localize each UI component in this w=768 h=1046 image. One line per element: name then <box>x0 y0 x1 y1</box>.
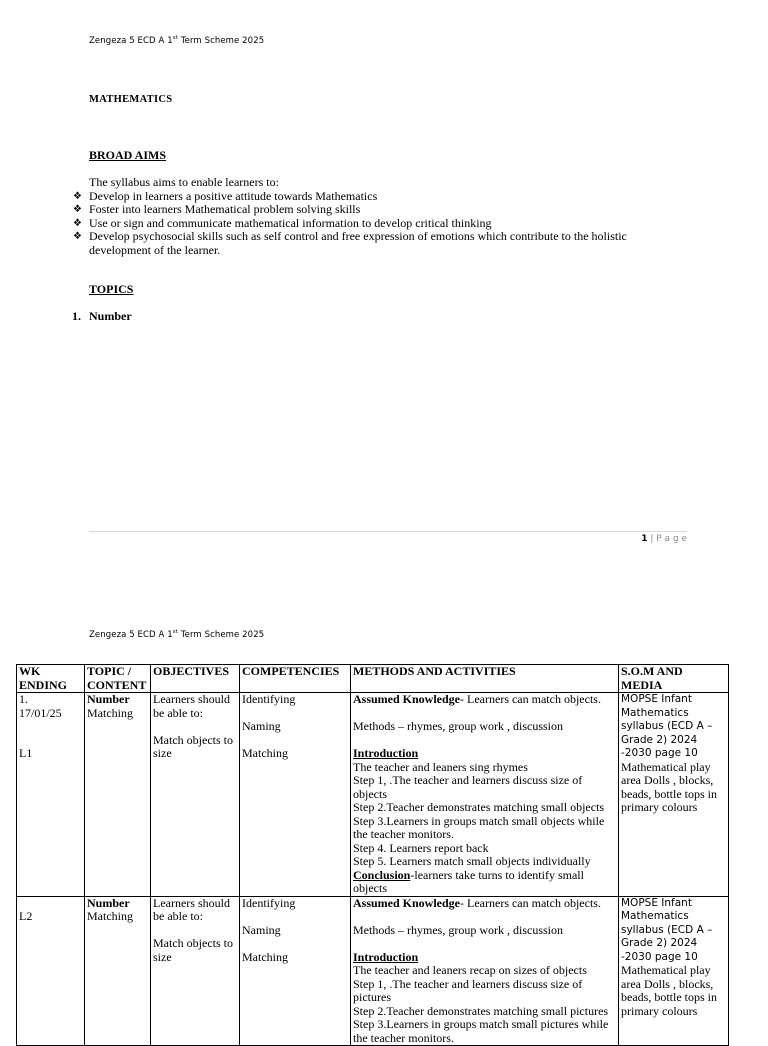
scheme-table <box>16 664 729 1046</box>
footer-divider <box>89 531 687 532</box>
step-item: Step 1, .The teacher and learners discuss size of pictures <box>353 976 583 1004</box>
col-header-som: S.O.M AND MEDIA <box>619 665 729 693</box>
topic-title: Number <box>87 895 130 910</box>
table-header-row <box>17 665 729 693</box>
diamond-bullet-icon: ❖ <box>73 231 82 242</box>
topic-cell <box>85 693 151 897</box>
conclusion-text: -learners take turns to identify small objects <box>353 867 584 895</box>
col-header-wk: WK ENDING <box>17 665 85 693</box>
week-number: 1. <box>19 692 28 706</box>
aim-text: Use or sign and communicate mathematical information to develop critical thinking <box>89 215 492 230</box>
lesson-label: L1 <box>19 746 33 760</box>
competencies-cell <box>240 693 351 897</box>
competency-item: Naming <box>242 719 281 733</box>
lesson-label: L2 <box>19 909 33 923</box>
aim-item <box>73 215 689 231</box>
som-syllabus: MOPSE Infant Mathematics syllabus (ECD A – Grade 2) 2024 -2030 page 10 <box>621 693 713 760</box>
page-header <box>89 35 264 46</box>
header-superscript: st <box>172 35 178 41</box>
step-item: The teacher and leaners recap on sizes of objects <box>353 963 587 977</box>
methods-cell <box>351 693 619 897</box>
assumed-knowledge-text: - Learners can match objects. <box>460 692 601 706</box>
topic-title: Number <box>87 692 130 706</box>
step-item: Step 3.Learners in groups match small pictures while the teacher monitors. <box>353 1017 609 1045</box>
competency-item: Naming <box>242 922 281 937</box>
topic-content: Matching <box>87 705 133 720</box>
page-number: 1 <box>641 534 648 544</box>
aim-text: Develop in learners a positive attitude towards Mathematics <box>89 188 378 203</box>
methods-line: Methods – rhymes, group work , discussion <box>353 719 563 733</box>
page-footer <box>641 534 687 544</box>
som-cell <box>619 896 729 1046</box>
col-header-objectives: OBJECTIVES <box>151 665 240 693</box>
aims-intro: The syllabus aims to enable learners to: <box>89 175 279 189</box>
header-superscript: st <box>172 629 178 635</box>
assumed-knowledge-label: Assumed Knowledge <box>353 895 461 910</box>
step-item: Step 4. Learners report back <box>353 840 489 855</box>
week-date: 17/01/25 <box>19 705 62 720</box>
header-text-rest: Term Scheme 2025 <box>177 629 265 640</box>
introduction-label: Introduction <box>353 746 419 760</box>
diamond-bullet-icon: ❖ <box>73 217 82 229</box>
competency-item: Matching <box>242 949 288 964</box>
broad-aims-heading: BROAD AIMS <box>89 148 167 162</box>
diamond-bullet-icon: ❖ <box>73 204 82 215</box>
competency-item: Identifying <box>242 692 296 706</box>
footer-separator: | <box>647 534 657 544</box>
assumed-knowledge-label: Assumed Knowledge <box>353 692 461 706</box>
methods-cell <box>351 896 619 1046</box>
aim-text: Foster into learners Mathematical problem solving skills <box>89 202 361 216</box>
topics-heading: TOPICS <box>89 282 134 296</box>
col-header-competencies: COMPETENCIES <box>240 665 351 693</box>
objective-item: Match objects to size <box>153 732 233 760</box>
assumed-knowledge <box>353 693 616 707</box>
objectives-cell <box>151 896 240 1046</box>
aim-text: Develop psychosocial skills such as self control and free expression of emotions which contribute to the holistic development of the learner. <box>89 229 627 257</box>
step-item: Step 3.Learners in groups match small objects while the teacher monitors. <box>353 813 605 841</box>
step-item: The teacher and leaners sing rhymes <box>353 759 528 774</box>
step-item: Step 2.Teacher demonstrates matching small pictures <box>353 1003 609 1018</box>
topic-cell <box>85 896 151 1046</box>
aims-list <box>73 188 689 258</box>
assumed-knowledge-text: - Learners can match objects. <box>460 895 601 910</box>
objectives-cell <box>151 693 240 897</box>
introduction-label: Introduction <box>353 949 419 964</box>
som-syllabus: MOPSE Infant Mathematics syllabus (ECD A – Grade 2) 2024 -2030 page 10 <box>621 896 713 963</box>
assumed-knowledge <box>353 897 616 911</box>
som-media: Mathematical play area Dolls , blocks, beads, bottle tops in primary colours <box>621 963 717 1018</box>
step-item: Step 2.Teacher demonstrates matching small objects <box>353 800 605 814</box>
header-text: Zengeza 5 ECD A 1 <box>89 35 173 46</box>
conclusion-label: Conclusion <box>353 867 411 882</box>
wk-cell <box>17 693 85 897</box>
topic-number: 1. <box>72 309 81 323</box>
header-text: Zengeza 5 ECD A 1 <box>89 629 173 640</box>
objective-intro: Learners should be able to: <box>153 692 230 720</box>
competency-item: Matching <box>242 746 288 760</box>
topic-item <box>72 309 132 324</box>
topic-name: Number <box>89 309 132 323</box>
competencies-cell <box>240 896 351 1046</box>
som-cell <box>619 693 729 897</box>
objective-item: Match objects to size <box>153 936 233 964</box>
methods-line: Methods – rhymes, group work , discussion <box>353 922 563 937</box>
competency-item: Identifying <box>242 895 296 910</box>
diamond-bullet-icon: ❖ <box>73 190 82 202</box>
aim-item <box>73 202 689 217</box>
aim-item <box>73 188 689 204</box>
objective-intro: Learners should be able to: <box>153 895 230 923</box>
broad-aims-section <box>73 175 689 257</box>
subject-title: MATHEMATICS <box>89 94 173 105</box>
footer-page-label: P a g e <box>656 534 687 544</box>
col-header-topic: TOPIC / CONTENT <box>85 665 151 693</box>
wk-cell <box>17 896 85 1046</box>
step-item: Step 5. Learners match small objects individually <box>353 854 591 868</box>
topic-content: Matching <box>87 909 133 923</box>
aim-item <box>73 229 689 257</box>
som-media: Mathematical play area Dolls , blocks, beads, bottle tops in primary colours <box>621 759 717 815</box>
conclusion <box>353 869 616 896</box>
page-header <box>89 629 264 640</box>
col-header-methods: METHODS AND ACTIVITIES <box>351 665 619 693</box>
table-row <box>17 693 729 897</box>
header-text-rest: Term Scheme 2025 <box>177 35 265 46</box>
step-item: Step 1, .The teacher and learners discuss size of objects <box>353 773 583 801</box>
table-row <box>17 896 729 1046</box>
